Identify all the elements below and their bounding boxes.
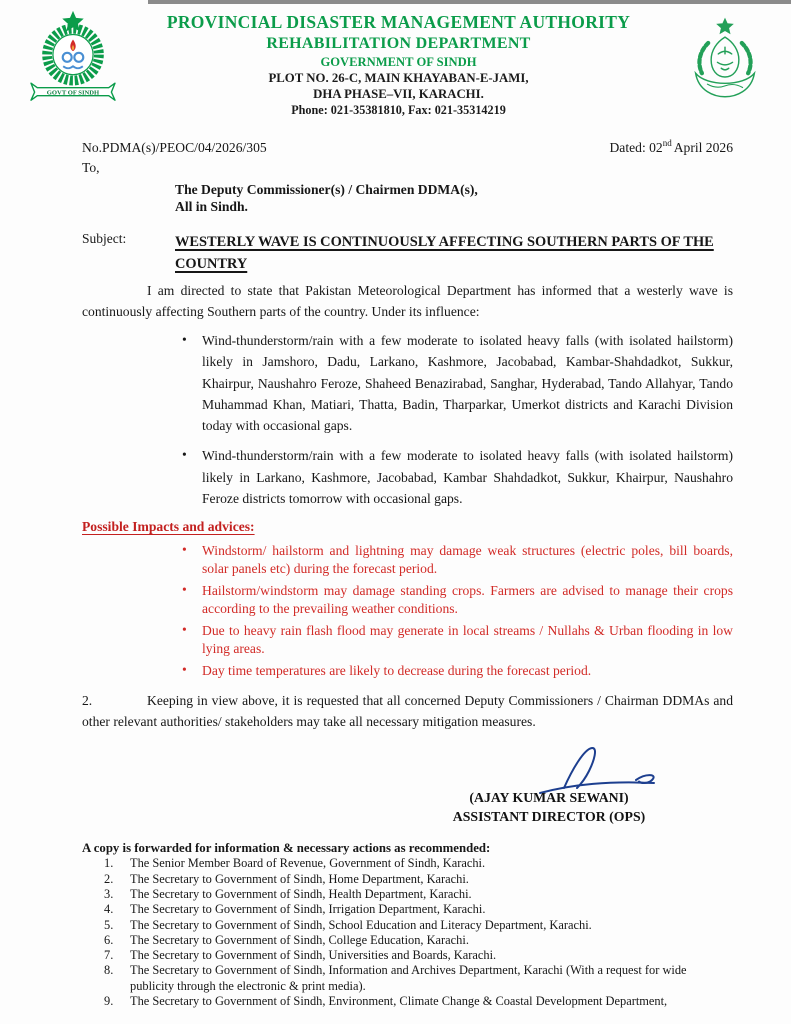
distribution-item [82, 933, 733, 948]
org-address-line1: PLOT NO. 26-C, MAIN KHAYABAN-E-JAMI, [268, 71, 529, 85]
impact-bullet-2: • Hailstorm/windstorm may damage standing crops. Farmers are advised to manage their crops according to the prevailing weather conditions. [175, 582, 733, 618]
org-address-line2: DHA PHASE–VII, KARACHI. [313, 87, 484, 101]
distribution-item [82, 872, 733, 887]
distribution-item-number: 4. [104, 902, 114, 917]
distribution-item-number: 9. [104, 994, 114, 1009]
distribution-item [82, 856, 733, 871]
distribution-item-text: The Secretary to Government of Sindh, School Education and Literacy Department, Karachi. [130, 917, 592, 932]
paragraph-2 [82, 690, 733, 732]
letter-body [0, 140, 791, 1009]
impact-bullet-4: • Day time temperatures are likely to decrease during the forecast period. [175, 662, 733, 680]
reference-number: No.PDMA(s)/PEOC/04/2026/305 [82, 140, 267, 155]
distribution-item-text: The Secretary to Government of Sindh, Universities and Boards, Karachi. [130, 948, 497, 963]
distribution-item [82, 963, 733, 994]
distribution-item-number: 5. [104, 917, 114, 932]
distribution-item [82, 918, 733, 933]
impacts-heading: Possible Impacts and advices: [82, 519, 255, 535]
org-name-line1: PROVINCIAL DISASTER MANAGEMENT AUTHORITY [166, 12, 631, 32]
signature-block [389, 744, 709, 826]
letterhead-text [120, 10, 677, 118]
salutation: To, [82, 160, 100, 175]
pdma-banner-text: GOVT OF SINDH [46, 89, 100, 97]
distribution-item-text: The Secretary to Government of Sindh, Environment, Climate Change & Coastal Development Department, [130, 994, 668, 1009]
distribution-item-number: 6. [104, 932, 114, 947]
distribution-item-text: The Secretary to Government of Sindh, Information and Archives Department, Karachi (With a request for wide publicity through the electronic & print media). [130, 963, 687, 993]
date-ordinal: nd [662, 138, 672, 149]
distribution-item-number: 3. [104, 886, 114, 901]
distribution-item-number: 2. [104, 871, 114, 886]
date-suffix: April 2026 [673, 140, 733, 155]
addressee-block [175, 181, 733, 215]
distribution-item [82, 902, 733, 917]
distribution-item [82, 994, 733, 1009]
distribution-item [82, 887, 733, 902]
letterhead [0, 0, 791, 118]
weather-bullet-2: • Wind-thunderstorm/rain with a few moderate to isolated heavy falls (with isolated hailstorm) likely in Larkano, Kashmore, Jacobabad, Kambar Shahdadkot, Sukkur, Khairpur, Naushahro Feroze districts tomorrow with occasional gaps. [175, 445, 733, 509]
weather-bullet-1: • Wind-thunderstorm/rain with a few moderate to isolated heavy falls (with isolated hailstorm) likely in Jamshoro, Dadu, Larkano, Kashmore, Jacobabad, Kambar-Shahdadkot, Sukkur, Khairpur, Naushahro Feroze, Shaheed Benazirabad, Sanghar, Hyderabad, Tando Allahyar, Tando Muhammad Khan, Matiari, Thatta, Badin, Tharparkar, Umerkot districts and Karachi Division today with occasional gaps. [175, 330, 733, 436]
weather-bullet-list [175, 330, 733, 509]
reference-row [82, 140, 733, 156]
distribution-section [82, 840, 733, 1009]
distribution-item-number: 8. [104, 963, 114, 978]
distribution-item-number: 1. [104, 856, 114, 871]
subject-text: WESTERLY WAVE IS CONTINUOUSLY AFFECTING SOUTHERN PARTS OF THE COUNTRY [175, 234, 714, 272]
sindh-govt-emblem [677, 10, 767, 117]
date-prefix: Dated: 02 [609, 140, 663, 155]
sindh-emblem-icon [683, 16, 767, 112]
impact-bullet-3: • Due to heavy rain flash flood may generate in local streams / Nullahs & Urban flooding in low lying areas. [175, 622, 733, 658]
distribution-item [82, 948, 733, 963]
signatory-designation: ASSISTANT DIRECTOR (OPS) [452, 808, 646, 824]
pdma-crest-icon [28, 10, 118, 110]
impact-bullet-1: • Windstorm/ hailstorm and lightning may damage weak structures (electric poles, bill boards, solar panels etc) during the forecast period. [175, 542, 733, 578]
org-phone-fax: Phone: 021-35381810, Fax: 021-35314219 [291, 103, 506, 117]
scan-artifact-top [148, 0, 791, 4]
subject-row [82, 231, 733, 275]
distribution-item-text: The Secretary to Government of Sindh, Irrigation Department, Karachi. [130, 902, 486, 917]
org-name-line3: GOVERNMENT OF SINDH [320, 55, 477, 69]
distribution-item-text: The Secretary to Government of Sindh, Home Department, Karachi. [130, 871, 469, 886]
distribution-heading: A copy is forwarded for information & necessary actions as recommended: [82, 841, 491, 856]
pdma-logo [28, 10, 120, 115]
addressee-line1: The Deputy Commissioner(s) / Chairmen DDMA(s), [175, 182, 478, 197]
paragraph-2-number: 2. [82, 693, 93, 709]
paragraph-2-text: Keeping in view above, it is requested that all concerned Deputy Commissioners / Chairman DDMAs and other relevant authorities/ stakeholders may take all necessary mitigation measures. [82, 693, 733, 730]
org-name-line2: REHABILITATION DEPARTMENT [266, 35, 531, 52]
distribution-item-number: 7. [104, 948, 114, 963]
distribution-item-text: The Secretary to Government of Sindh, Health Department, Karachi. [130, 886, 472, 901]
impacts-bullet-list [175, 542, 733, 680]
distribution-item-text: The Senior Member Board of Revenue, Government of Sindh, Karachi. [130, 856, 486, 871]
subject-label: Subject: [82, 231, 127, 246]
paragraph-1: I am directed to state that Pakistan Meteorological Department has informed that a westerly wave is continuously affecting Southern parts of the country. Under its influence: [82, 283, 733, 319]
signatory-name: (AJAY KUMAR SEWANI) [469, 790, 629, 806]
letter-date [609, 140, 733, 156]
distribution-list [82, 856, 733, 1009]
addressee-line2: All in Sindh. [175, 199, 248, 214]
distribution-item-text: The Secretary to Government of Sindh, College Education, Karachi. [130, 932, 469, 947]
